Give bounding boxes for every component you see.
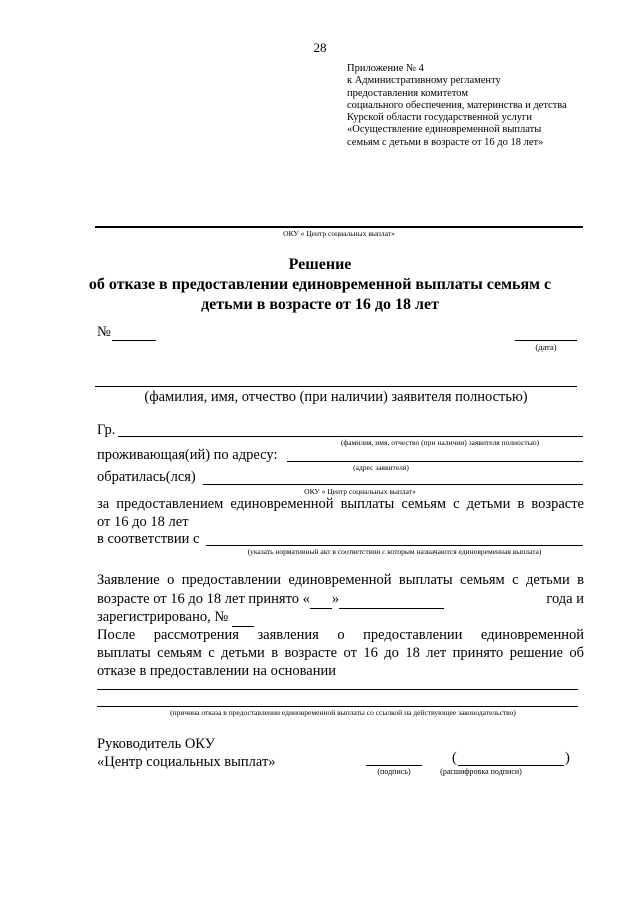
accordance-label: в соответствии с (97, 531, 200, 547)
address-label: проживающая(ий) по адресу: (97, 447, 278, 463)
appendix-line: к Административному регламенту (347, 75, 501, 87)
statement-line1: Заявление о предоставлении единовременной выплаты семьям с детьми в (97, 572, 584, 588)
registered-label: зарегистрировано, № (97, 609, 229, 625)
statement-line4: После рассмотрения заявления о предоставлении единовременной (97, 627, 584, 643)
page-number: 28 (313, 40, 327, 55)
number-field[interactable] (112, 340, 156, 341)
quote-close: » (331, 591, 340, 607)
citizen-name-field[interactable] (118, 436, 583, 437)
appendix-block (347, 63, 567, 149)
purpose-line2: от 16 до 18 лет (97, 514, 189, 530)
statement-line2-year: года и (546, 591, 584, 607)
head-title-line1: Руководитель ОКУ (97, 736, 215, 752)
day-field[interactable] (310, 591, 332, 609)
purpose-line1: за предоставлением единовременной выплаты семьям с детьми в возрасте (97, 496, 584, 512)
reason-caption: (причина отказа в предоставлении единовременной выплаты со ссылкой на действующее законодательство) (170, 708, 516, 717)
applied-org-field[interactable] (203, 484, 583, 485)
date-field[interactable] (515, 340, 577, 341)
address-caption: (адрес заявителя) (353, 463, 409, 472)
signature-field[interactable] (366, 765, 422, 766)
applied-label: обратилась(лся) (97, 469, 196, 485)
citizen-label: Гр. (97, 422, 116, 438)
signature-decode-caption: (расшифровка подписи) (440, 767, 522, 776)
paren-open: ( (452, 750, 457, 766)
number-label: № (97, 324, 111, 340)
signature-decode-field[interactable] (458, 765, 564, 766)
appendix-line: социального обеспечения, материнства и детства (347, 99, 567, 111)
document-title: Решение (288, 256, 352, 273)
date-caption: (дата) (535, 342, 557, 352)
document-subtitle-line1: об отказе в предоставлении единовременной выплаты семьям с (88, 276, 552, 293)
statement-line5: выплаты семьям с детьми в возрасте от 16 до 18 лет принято решение об (97, 645, 584, 661)
statement-line6: отказе в предоставлении на основании (97, 663, 337, 679)
head-title-line2: «Центр социальных выплат» (97, 754, 276, 770)
registration-number-field[interactable] (232, 609, 254, 627)
appendix-line: семьям с детьми в возрасте от 16 до 18 лет» (347, 136, 544, 148)
statement-line2-text: возрасте от 16 до 18 лет принято « (97, 591, 310, 607)
reason-field-1[interactable] (97, 689, 578, 690)
applicant-caption: (фамилия, имя, отчество (при наличии) заявителя полностью) (144, 389, 528, 405)
paren-close: ) (565, 750, 570, 766)
reason-field-2[interactable] (97, 706, 578, 707)
accordance-field[interactable] (206, 545, 583, 546)
appendix-line: «Осуществление единовременной выплаты (347, 124, 542, 136)
applied-caption: ОКУ « Центр социальных выплат» (304, 487, 416, 496)
org-line (95, 226, 583, 228)
citizen-caption: (фамилия, имя, отчество (при наличии) заявителя полностью) (340, 438, 540, 447)
org-caption: ОКУ « Центр социальных выплат» (283, 229, 395, 238)
appendix-line: Курской области государственной услуги (347, 112, 532, 124)
signature-caption: (подпись) (377, 767, 411, 776)
accordance-caption: (указать нормативный акт в соответствии с которым назначаются единовременная выплата) (247, 547, 542, 556)
applicant-name-field[interactable] (95, 386, 577, 387)
statement-line2 (97, 591, 584, 609)
document-subtitle-line2: детьми в возрасте от 16 до 18 лет (201, 296, 439, 313)
statement-line3 (97, 609, 254, 627)
appendix-line: предоставления комитетом (347, 87, 468, 99)
address-field[interactable] (287, 461, 583, 462)
appendix-line: Приложение № 4 (347, 63, 424, 74)
month-field[interactable] (339, 591, 444, 609)
